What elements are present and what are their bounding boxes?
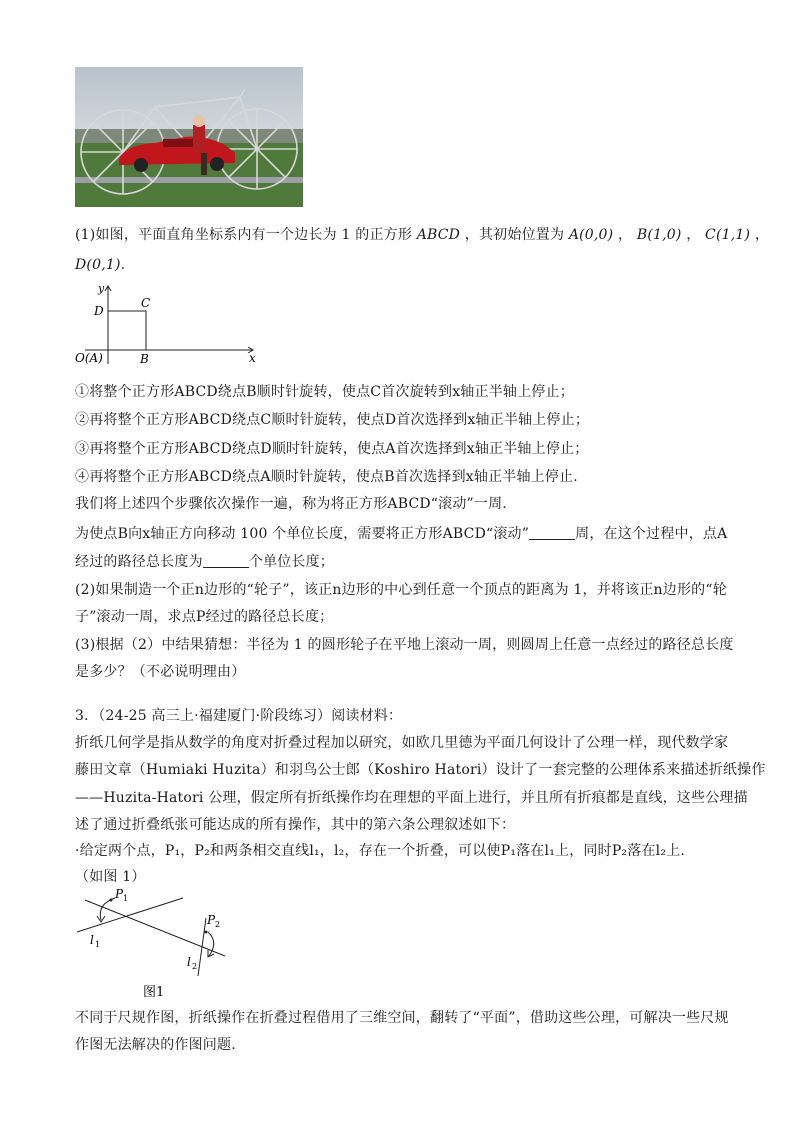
step-4: ④再将整个正方形ABCD绕点A顺时针旋转，使点B首次选择到x轴正半轴上停止. bbox=[75, 469, 578, 485]
label-l2-sub: 2 bbox=[192, 962, 198, 971]
step-1: ①将整个正方形ABCD绕点B顺时针旋转，使点C首次旋转到x轴正半轴上停止； bbox=[75, 384, 574, 400]
point-c-label: C bbox=[141, 296, 151, 310]
q1-intro-text: (1)如图，平面直角坐标系内有一个边长为 1 的正方形 bbox=[75, 227, 413, 243]
label-l1: l bbox=[90, 933, 94, 947]
square-name: ABCD bbox=[416, 227, 461, 243]
fold-axiom-diagram bbox=[75, 884, 245, 1004]
problem3-para2-line2: 作图无法解决的作图问题. bbox=[75, 1037, 236, 1053]
problem3-para1-line1: 折纸几何学是指从数学的角度对折叠过程加以研究，如欧几里德为平面几何设计了公理一样，现代数学家 bbox=[75, 735, 729, 751]
q1-text-d: 个单位长度； bbox=[248, 554, 335, 570]
q1-intro-line2 bbox=[75, 254, 125, 276]
photo-illustration bbox=[75, 67, 303, 207]
label-p2: P bbox=[207, 913, 216, 927]
figure-caption: 图1 bbox=[143, 985, 165, 1000]
q1-intro-line1 bbox=[75, 224, 769, 246]
axiom-line1: ·给定两个点，P₁，P₂和两条相交直线l₁，l₂，存在一个折叠，可以使P₁落在l₁上，同时P₂落在l₂上. bbox=[75, 843, 685, 859]
coord-b: B(1,0) bbox=[636, 227, 682, 243]
problem3-para1-line2: 藤田文章（Humiaki Huzita）和羽鸟公士郎（Koshiro Hatori）设计了一套完整的公理体系来描述折纸操作 bbox=[75, 762, 766, 778]
problem3-heading: 3．（24-25 高三上·福建厦门·阶段练习）阅读材料： bbox=[75, 708, 403, 724]
q1-intro-text-b: ，其初始位置为 bbox=[464, 227, 565, 243]
q1-text-a: 为使点B向x轴正方向移动 100 个单位长度，需要将正方形ABCD“滚动” bbox=[75, 526, 530, 542]
coord-a: A(0,0) bbox=[568, 227, 614, 243]
answer-blank-length[interactable] bbox=[203, 553, 249, 568]
separator: ， bbox=[686, 227, 701, 243]
fold-axiom-figure bbox=[75, 884, 245, 1008]
q2-line2: 子”滚动一周，求点P经过的路径总长度； bbox=[75, 609, 334, 625]
q1-question-line1 bbox=[75, 523, 727, 545]
q3-line1: (3)根据（2）中结果猜想：半径为 1 的圆形轮子在平地上滚动一周，则圆周上任意一点经过的路径总长度 bbox=[75, 637, 734, 653]
q1-question-line2 bbox=[75, 551, 334, 573]
label-l2: l bbox=[187, 955, 191, 969]
square-coordinate-figure bbox=[75, 280, 265, 374]
point-d-label: D bbox=[94, 304, 104, 318]
rolling-definition: 我们将上述四个步骤依次操作一遍，称为将正方形ABCD“滚动”一周. bbox=[75, 496, 507, 512]
q1-text-b: 周，在这个过程中，点A bbox=[575, 526, 728, 542]
step-2: ②再将整个正方形ABCD绕点C顺时针旋转，使点D首次选择到x轴正半轴上停止； bbox=[75, 412, 590, 428]
coord-c: C(1,1) bbox=[705, 227, 751, 243]
problem3-para1-line3: ——Huzita-Hatori 公理，假定所有折纸操作均在理想的平面上进行，并且所有折痕都是直线，这些公理描 bbox=[75, 790, 748, 806]
label-p1-sub: 1 bbox=[123, 894, 129, 903]
label-p1: P bbox=[115, 887, 124, 901]
q3-line2: 是多少？（不必说明理由） bbox=[75, 664, 246, 680]
problem3-para1-line4: 述了通过折叠纸张可能达成的所有操作，其中的第六条公理叙述如下： bbox=[75, 817, 516, 833]
y-axis-label: y bbox=[98, 282, 105, 295]
q2-line1: (2)如果制造一个正n边形的“轮子”，该正n边形的中心到任意一个顶点的距离为 1，并将该正n边形的“轮 bbox=[75, 582, 727, 598]
coord-d: D(0,1) bbox=[75, 257, 121, 273]
step-3: ③再将整个正方形ABCD绕点D顺时针旋转，使点A首次选择到x轴正半轴上停止； bbox=[75, 441, 589, 457]
origin-label: O(A) bbox=[75, 351, 103, 365]
separator: ， bbox=[754, 227, 770, 243]
coordinate-diagram bbox=[75, 280, 265, 370]
label-p2-sub: 2 bbox=[215, 920, 221, 929]
answer-blank-cycles[interactable] bbox=[529, 525, 575, 540]
point-b-label: B bbox=[140, 352, 149, 366]
label-l1-sub: 1 bbox=[95, 940, 101, 949]
problem3-para2-line1: 不同于尺规作图，折纸操作在折叠过程借用了三维空间，翻转了“平面”，借助这些公理，可解决一些尺规 bbox=[75, 1010, 729, 1026]
axiom-line2: （如图 1） bbox=[75, 869, 146, 885]
x-axis-label: x bbox=[249, 351, 256, 365]
wheel-bicycle-photo bbox=[75, 67, 303, 207]
period: . bbox=[120, 257, 126, 273]
q1-text-c: 经过的路径总长度为 bbox=[75, 554, 203, 570]
separator: ， bbox=[617, 227, 633, 243]
